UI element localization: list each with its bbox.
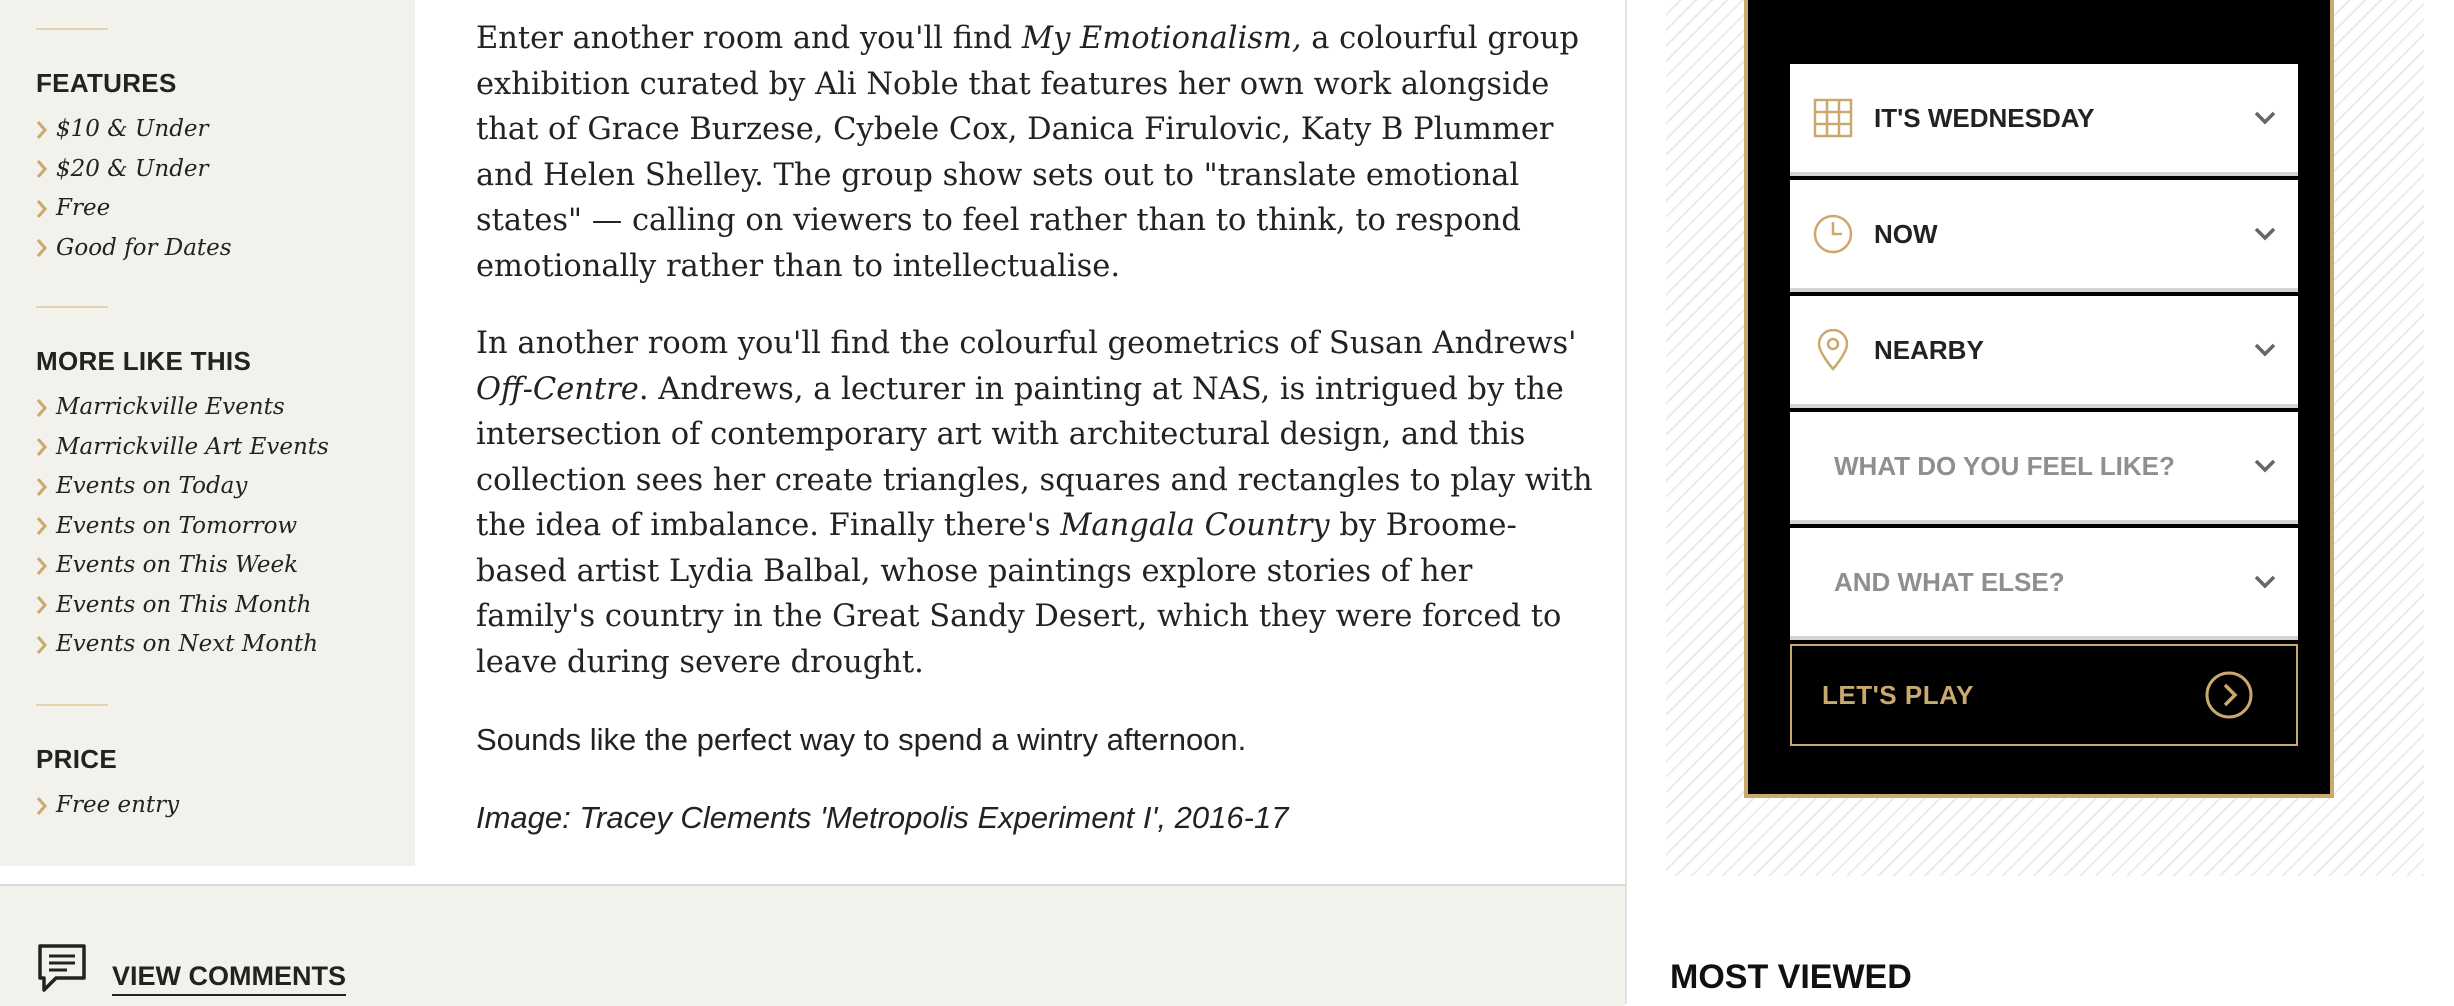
chevron-right-icon xyxy=(36,477,48,497)
text: by Broome-based artist Lydia Balbal, whose paintings explore stories of her family's country in the Great Sandy Desert, which they were forced to leave during severe drought. xyxy=(476,508,1562,680)
chevron-right-icon xyxy=(36,159,48,179)
chevron-right-icon xyxy=(36,796,48,816)
calendar-grid-icon xyxy=(1812,97,1854,139)
chevron-down-icon xyxy=(2254,575,2276,589)
exhibition-title: My Emotionalism, xyxy=(1021,21,1302,56)
price-link[interactable]: Free entry xyxy=(56,792,180,818)
chevron-right-icon xyxy=(36,556,48,576)
chevron-down-icon xyxy=(2254,343,2276,357)
chevron-right-icon xyxy=(36,516,48,536)
filter-location[interactable] xyxy=(1790,296,2298,408)
image-caption: Image: Tracey Clements 'Metropolis Experiment I', 2016-17 xyxy=(476,799,1289,835)
feature-link[interactable]: $20 & Under xyxy=(56,155,209,182)
paragraph xyxy=(476,16,1596,289)
column-divider xyxy=(1625,0,1627,1004)
price-heading: PRICE xyxy=(36,744,117,774)
chevron-right-icon xyxy=(36,120,48,140)
filter-time[interactable] xyxy=(1790,180,2298,292)
related-link[interactable]: Events on Next Month xyxy=(56,631,319,657)
chevron-right-icon xyxy=(36,635,48,655)
lets-play-button[interactable] xyxy=(1790,644,2298,746)
list-item[interactable] xyxy=(36,150,232,190)
price-list xyxy=(36,786,179,826)
filter-feel[interactable] xyxy=(1790,412,2298,524)
filter-label: WHAT DO YOU FEEL LIKE? xyxy=(1834,450,2175,481)
filter-day[interactable] xyxy=(1790,64,2298,176)
text: In another room you'll find the colourful geometrics of Susan Andrews' xyxy=(476,326,1577,361)
filter-label: NOW xyxy=(1874,218,1938,249)
related-link[interactable]: Marrickville Art Events xyxy=(56,433,329,460)
list-item[interactable] xyxy=(36,110,232,150)
list-item[interactable] xyxy=(36,546,329,586)
list-item[interactable] xyxy=(36,625,329,665)
text: a colourful group exhibition curated by Ali Noble that features her own work alongside that of Grace Burzese, Cybele Cox, Danica Firulovic, Katy B Plummer and Helen Shelley. The group show sets out to "translate emotional states" — calling on viewers to feel rather than to think, to respond emotionally rather than to intellectualise. xyxy=(476,21,1579,284)
clock-icon xyxy=(1812,213,1854,255)
view-comments-button[interactable] xyxy=(34,940,346,996)
related-link[interactable]: Marrickville Events xyxy=(56,394,285,420)
article-body xyxy=(476,16,1596,872)
paragraph: Sounds like the perfect way to spend a wintry afternoon. xyxy=(476,722,1247,757)
lets-play-label: LET'S PLAY xyxy=(1822,679,1974,710)
sidebar xyxy=(0,0,415,866)
exhibition-title: Mangala Country xyxy=(1060,508,1330,543)
chevron-down-icon xyxy=(2254,227,2276,241)
comments-bar xyxy=(0,884,1625,1006)
list-item[interactable] xyxy=(36,229,232,269)
related-link[interactable]: Events on Tomorrow xyxy=(56,512,298,539)
filter-label: NEARBY xyxy=(1874,334,1984,365)
chevron-down-icon xyxy=(2254,459,2276,473)
feature-link[interactable]: Good for Dates xyxy=(56,234,232,261)
filter-else[interactable] xyxy=(1790,528,2298,640)
filter-label: IT'S WEDNESDAY xyxy=(1874,102,2095,133)
chevron-right-icon xyxy=(36,595,48,615)
comment-icon xyxy=(34,940,90,996)
chevron-right-icon xyxy=(36,238,48,258)
chevron-right-icon xyxy=(36,437,48,457)
location-pin-icon xyxy=(1812,329,1854,371)
features-heading: FEATURES xyxy=(36,68,177,98)
related-link[interactable]: Events on This Month xyxy=(56,591,312,618)
feature-link[interactable]: Free xyxy=(56,195,111,221)
list-item[interactable] xyxy=(36,586,329,626)
divider xyxy=(36,306,108,308)
chevron-right-icon xyxy=(36,199,48,219)
exhibition-title: Off-Centre xyxy=(476,371,639,407)
paragraph xyxy=(476,321,1596,685)
features-list xyxy=(36,110,232,268)
divider xyxy=(36,28,108,30)
arrow-circle-right-icon xyxy=(2204,670,2254,720)
more-like-this-heading: MORE LIKE THIS xyxy=(36,346,252,376)
most-viewed-heading: MOST VIEWED xyxy=(1670,958,1912,996)
divider xyxy=(36,704,108,706)
more-like-this-list xyxy=(36,388,329,665)
text: Enter another room and you'll find xyxy=(476,21,1022,56)
list-item[interactable] xyxy=(36,189,232,229)
feature-link[interactable]: $10 & Under xyxy=(56,116,209,142)
list-item[interactable] xyxy=(36,388,329,428)
list-item[interactable] xyxy=(36,428,329,468)
related-link[interactable]: Events on This Week xyxy=(56,552,299,578)
view-comments-label[interactable]: VIEW COMMENTS xyxy=(112,961,346,996)
chevron-down-icon xyxy=(2254,111,2276,125)
text: . Andrews, a lecturer in painting at NAS, is intrigued by the intersection of contemporary art with architectural design, and this collection sees her create triangles, squares and rectangles to play with the idea of imbalance. Finally there's xyxy=(476,371,1593,543)
related-link[interactable]: Events on Today xyxy=(56,473,248,499)
list-item[interactable] xyxy=(36,467,329,507)
chevron-right-icon xyxy=(36,398,48,418)
list-item[interactable] xyxy=(36,507,329,547)
list-item[interactable] xyxy=(36,786,179,826)
filter-label: AND WHAT ELSE? xyxy=(1834,566,2065,597)
